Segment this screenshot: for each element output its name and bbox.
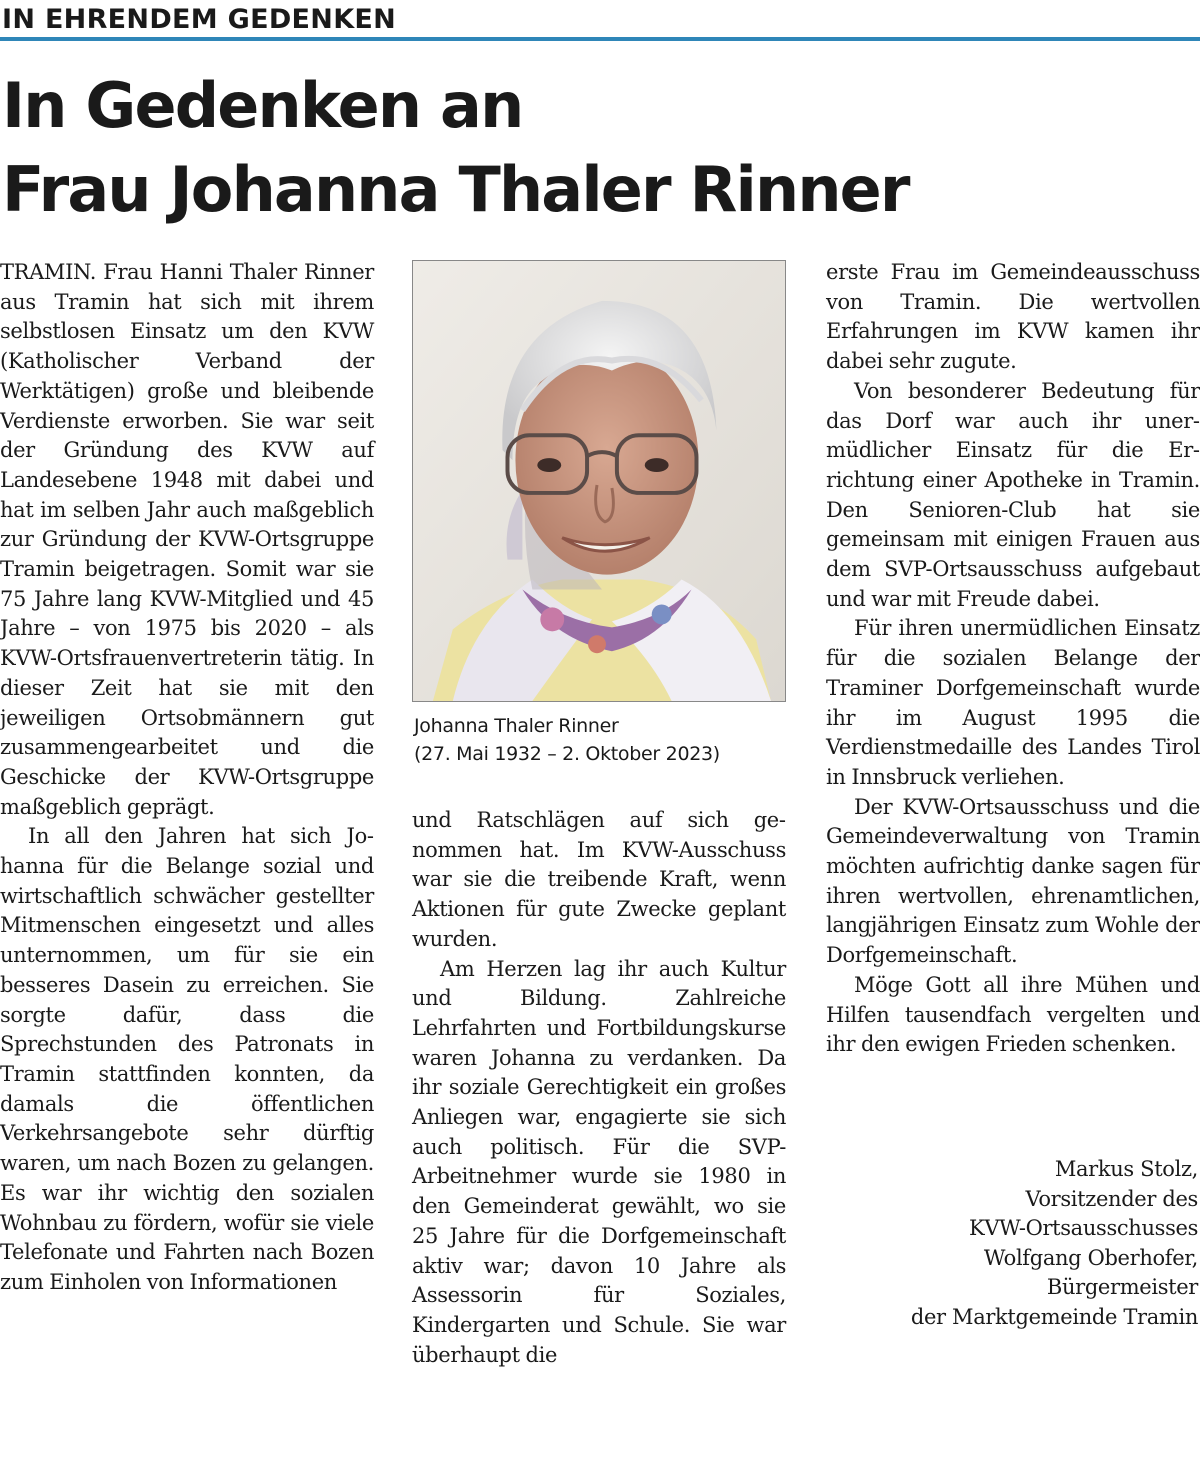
paragraph: Von besonderer Bedeutung für das Dorf war auch ihr unermüdlicher Einsatz für die Errichtung einer Apotheke in Tramin. Den Senioren-Club hat sie gemeinsam mit einigen Frauen aus dem SVP-Ortsausschuss aufgebaut und war mit Freude dabei. [826, 378, 1200, 611]
paragraph: erste Frau im Gemeindeausschuss von Tramin. Die wertvollen Erfahrungen im KVW kamen ihr dabei sehr zugute. [826, 260, 1200, 374]
section-rubric: IN EHRENDEM GEDENKEN [2, 4, 397, 35]
signature-line: Wolfgang Oberhofer, [983, 1245, 1198, 1270]
photo-caption [414, 712, 794, 768]
paragraph: In all den Jahren hat sich Johanna für die Belange sozial und wirtschaftlich schwächer gestellter Mitmenschen eingesetzt und alles unternommen, um für sie ein besseres Dasein zu erreichen. Sie sorgte dafür, dass die Sprechstunden des Patronats in Tramin stattfinden konnten, da damals die öffentlichen Verkehrsangebote sehr dürftig waren, um nach Bozen zu gelangen. Es war ihr wichtig den sozialen Wohnbau zu fördern, wofür sie viele Telefonate und Fahrten nach Bozen zum Einholen von Informationen [0, 824, 374, 1294]
caption-name: Johanna Thaler Rinner [414, 715, 619, 737]
article-column-1 [0, 258, 374, 1298]
headline-line-2: Frau Johanna Thaler Rinner [2, 153, 909, 226]
article-column-2 [412, 806, 786, 1370]
signature-line: Vorsitzender des [1025, 1186, 1198, 1211]
portrait-image [413, 261, 785, 701]
signature-line: KVW-Ortsausschusses [969, 1216, 1198, 1240]
signature-line: Bürgermeister [1046, 1275, 1198, 1299]
paragraph: Für ihren unermüdlichen Einsatz für die sozialen Belange der Traminer Dorfgemeinschaft wurde ihr im August 1995 die Verdienstmedaille des Landes Tirol in Innsbruck verliehen. [826, 616, 1200, 789]
caption-dates: (27. Mai 1932 – 2. Oktober 2023) [414, 743, 720, 765]
paragraph: Möge Gott all ihre Mühen und Hilfen tausendfach vergelten und ihr den ewigen Frieden schenken. [826, 972, 1200, 1057]
signature-block [826, 1155, 1198, 1332]
headline-line-1: In Gedenken an [2, 69, 523, 142]
signature-line: der Marktgemeinde Tramin [910, 1304, 1198, 1329]
paragraph: und Ratschlägen auf sich genommen hat. Im KVW-Ausschuss war sie die treibende Kraft, wenn Aktionen für gute Zwecke geplant wurden. [412, 808, 786, 951]
article-column-3 [826, 258, 1200, 1060]
signature-line: Markus Stolz, [1054, 1157, 1198, 1181]
paragraph: Der KVW-Ortsausschuss und die Gemeindeverwaltung von Tramin möchten aufrichtig danke sagen für ihren wertvollen, ehrenamtlichen, langjährigen Einsatz zum Wohle der Dorfgemeinschaft. [826, 794, 1200, 968]
portrait-photo [412, 260, 786, 702]
paragraph: Am Herzen lag ihr auch Kultur und Bildung. Zahlreiche Lehrfahrten und Fortbildungskurse waren Johanna zu verdanken. Da ihr soziale Gerechtigkeit ein großes Anliegen war, engagierte sie sich auch politisch. Für die SVP-Arbeitnehmer wurde sie 1980 in den Gemeinderat gewählt, wo sie 25 Jahre für die Dorfgemeinschaft aktiv war; davon 10 Jahre als Assessorin für Soziales, Kindergarten und Schule. Sie war überhaupt die [412, 956, 786, 1367]
paragraph: TRAMIN. Frau Hanni Thaler Rinner aus Tramin hat sich mit ihrem selbstlosen Einsatz um den KVW (Katholischer Verband der Werktätigen) große und bleibende Verdienste erworben. Sie war seit der Gründung des KVW auf Landesebene 1948 mit dabei und hat im selben Jahr auch maßgeblich zur Gründung der KVW-Ortsgruppe Tramin beigetragen. Somit war sie 75 Jahre lang KVW-Mitglied und 45 Jahre – von 1975 bis 2020 – als KVW-Ortsfrauenvertreterin tätig. In dieser Zeit hat sie mit den jeweiligen Ortsobmännern gut zusammengearbeitet und die Geschicke der KVW-Ortsgruppe maßgeblich geprägt. [0, 260, 374, 819]
rubric-divider [0, 37, 1200, 41]
article-headline [2, 64, 1198, 232]
